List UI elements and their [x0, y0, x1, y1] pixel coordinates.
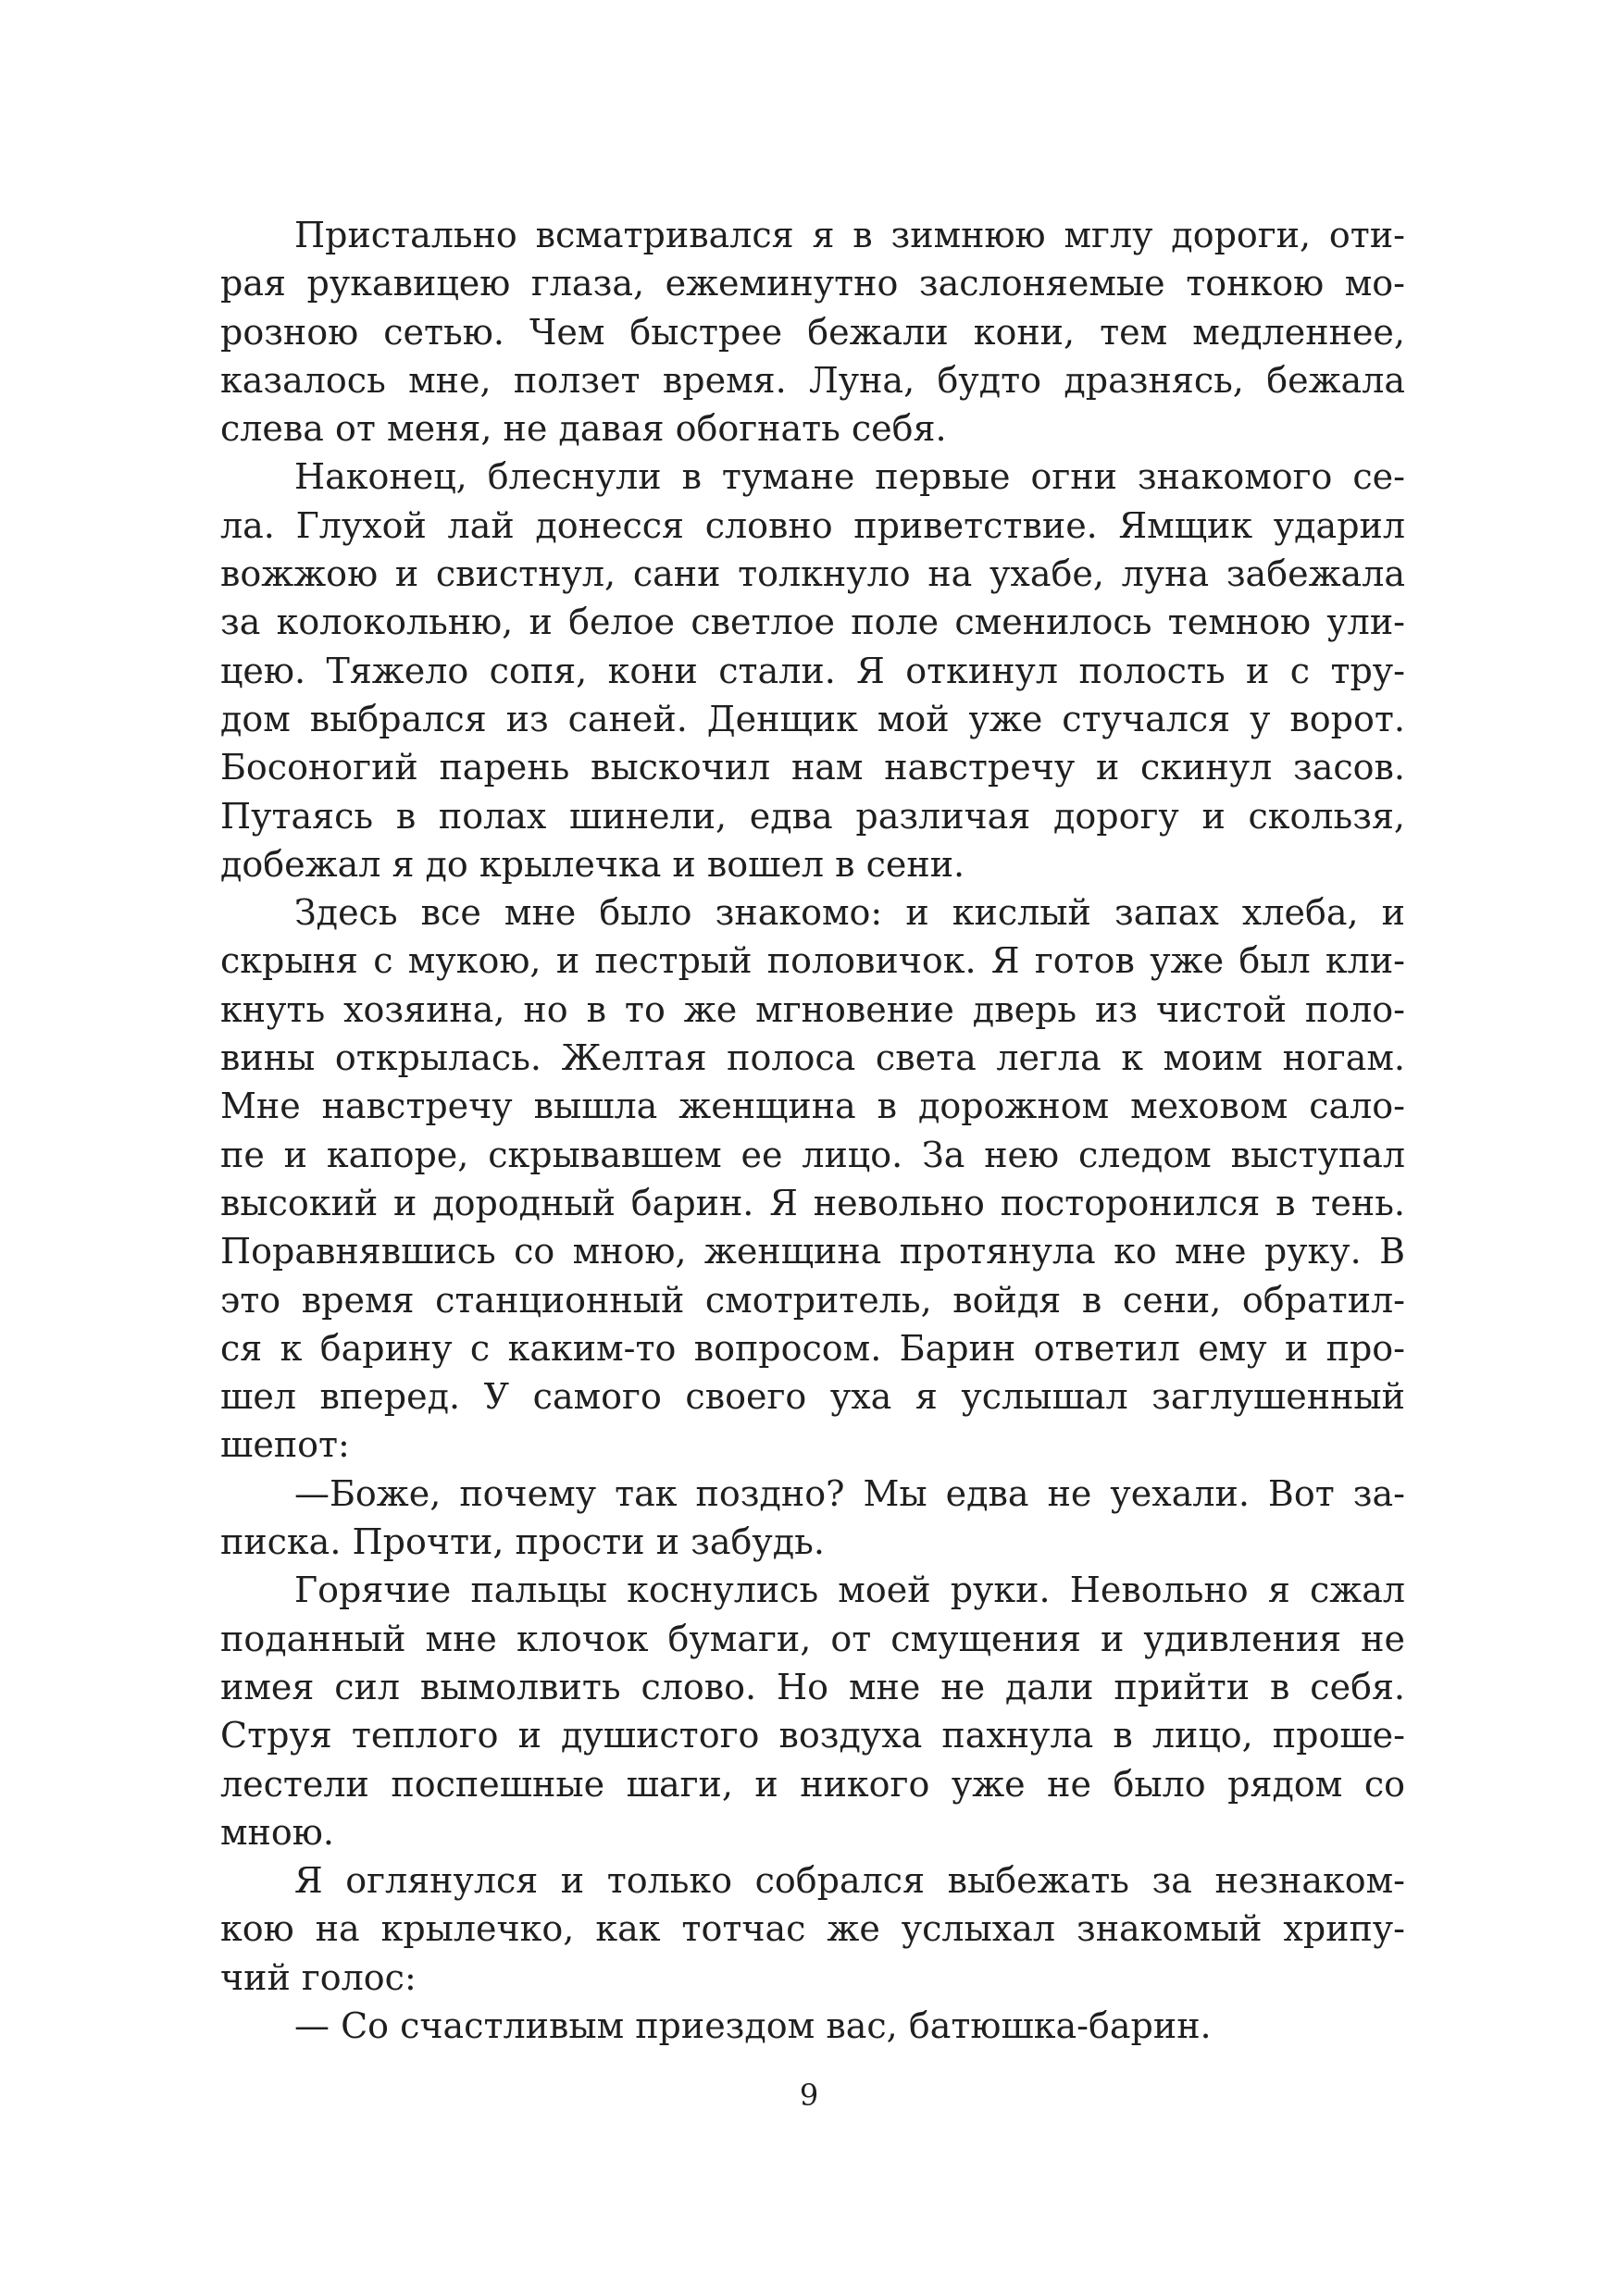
text-line: за колокольню, и белое светлое поле сменилось темною ули-	[220, 602, 1405, 643]
text-line: Струя теплого и душистого воздуха пахнула в лицо, проше-	[220, 1715, 1405, 1756]
paragraph	[220, 1856, 1405, 2002]
text-line: Босоногий парень выскочил нам навстречу и скинул засов.	[220, 747, 1405, 788]
text-line: скрыня с мукою, и пестрый половичок. Я готов уже был кли-	[220, 940, 1405, 982]
text-line: слева от меня, не давая обогнать себя.	[220, 408, 947, 450]
text-line: высокий и дородный барин. Я невольно посторонился в тень.	[220, 1182, 1405, 1223]
text-line: казалось мне, ползет время. Луна, будто дразнясь, бежала	[220, 359, 1405, 401]
text-line: чий голос:	[220, 1956, 417, 1998]
text-line: кнуть хозяина, но в то же мгновение дверь из чистой поло-	[220, 988, 1405, 1030]
text-line: цею. Тяжело сопя, кони стали. Я откинул полость и с тру-	[220, 650, 1405, 691]
text-line: добежал я до крылечка и вошел в сени.	[220, 843, 965, 885]
text-line: Пристально всматривался я в зимнюю мглу дороги, оти-	[294, 215, 1405, 255]
text-line: кою на крылечко, как тотчас же услыхал знакомый хрипу-	[220, 1908, 1405, 1950]
paragraph	[220, 211, 1405, 453]
text-line: имея сил вымолвить слово. Но мне не дали прийти в себя.	[220, 1666, 1405, 1707]
text-line: вины открылась. Желтая полоса света легла к моим ногам.	[220, 1037, 1405, 1079]
text-line: Я оглянулся и только собрался выбежать за незнаком-	[294, 1860, 1405, 1902]
paragraph	[220, 2002, 1405, 2050]
page-number: 9	[799, 2078, 819, 2113]
text-line: мною.	[220, 1811, 334, 1853]
text-line: Наконец, блеснули в тумане первые огни знакомого се-	[294, 456, 1405, 498]
text-line: —Боже, почему так поздно? Мы едва не уехали. Вот за-	[294, 1472, 1405, 1514]
paragraph	[220, 888, 1405, 1470]
text-line: рая рукавицею глаза, ежеминутно заслоняемые тонкою мо-	[220, 263, 1405, 304]
text-line: розною сетью. Чем быстрее бежали кони, тем медленнее,	[220, 311, 1405, 353]
text-line: вожжою и свистнул, сани толкнуло на ухабе, луна забежала	[220, 553, 1405, 595]
text-line: писка. Прочти, прости и забудь.	[220, 1521, 825, 1563]
paragraph	[220, 1470, 1405, 1567]
text-line: лестели поспешные шаги, и никого уже не было рядом со	[220, 1763, 1405, 1805]
paragraph	[220, 453, 1405, 888]
text-line: Поравнявшись со мною, женщина протянула ко мне руку. В	[220, 1231, 1405, 1272]
text-line: — Со счастливым приездом вас, батюшка-барин.	[294, 2004, 1212, 2046]
text-line: шепот:	[220, 1424, 350, 1466]
text-line: Горячие пальцы коснулись моей руки. Невольно я сжал	[294, 1570, 1405, 1611]
text-line: ла. Глухой лай донесся словно приветствие. Ямщик ударил	[220, 504, 1405, 546]
text-line: дом выбрался из саней. Денщик мой уже стучался у ворот.	[220, 698, 1405, 739]
text-line: Здесь все мне было знакомо: и кислый запах хлеба, и	[294, 892, 1405, 934]
paragraph	[220, 1566, 1405, 1856]
text-line: Мне навстречу вышла женщина в дорожном меховом сало-	[220, 1086, 1405, 1127]
text-line: поданный мне клочок бумаги, от смущения и удивления не	[220, 1618, 1405, 1659]
body-text	[220, 211, 1405, 2050]
text-line: шел вперед. У самого своего уха я услышал заглушенный	[220, 1376, 1405, 1418]
text-line: Путаясь в полах шинели, едва различая дорогу и скользя,	[220, 795, 1405, 837]
text-line: это время станционный смотритель, войдя в сени, обратил-	[220, 1279, 1405, 1321]
text-line: пе и капоре, скрывавшем ее лицо. За нею следом выступал	[220, 1134, 1405, 1175]
text-line: ся к барину с каким-то вопросом. Барин ответил ему и про-	[220, 1327, 1405, 1369]
